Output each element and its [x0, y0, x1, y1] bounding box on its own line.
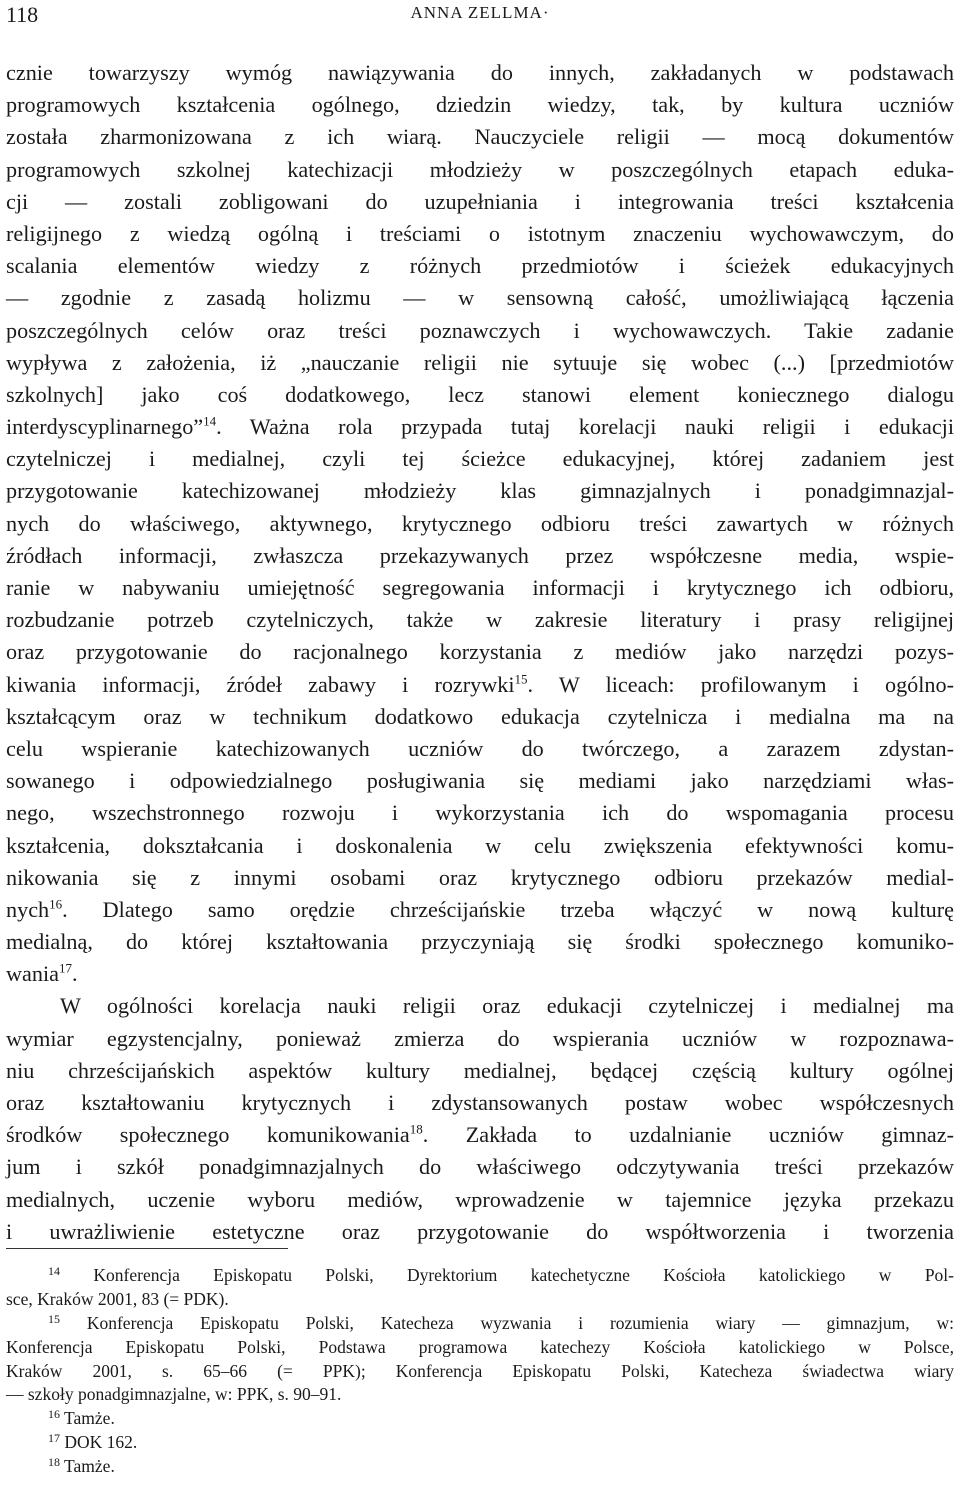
text-segment: kiwania informacji, źródeł zabawy i rozrywki [6, 671, 515, 697]
footnote-number: 17 [48, 1431, 60, 1446]
text-segment: celu wspieranie katechizowanych uczniów do twórczego, a zarazem zdystan- [6, 735, 954, 761]
footnote-line [6, 1383, 954, 1407]
text-line [6, 733, 954, 765]
text-segment: czytelniczej i medialnej, czyli tej ścieżce edukacyjnej, której zadaniem jest [6, 446, 954, 472]
text-line [6, 636, 954, 668]
text-line [6, 862, 954, 894]
text-line [6, 540, 954, 572]
text-line [6, 669, 954, 701]
text-line [6, 154, 954, 186]
text-line [6, 282, 954, 314]
text-line [6, 121, 954, 153]
text-line [6, 347, 954, 379]
text-segment: religijnego z wiedzą ogólną i treściami o istotnym znaczeniu wychowawczym, do [6, 220, 954, 246]
text-segment: oraz przygotowanie do racjonalnego korzystania z mediów jako narzędzi pozys- [6, 639, 954, 665]
text-segment: scalania elementów wiedzy z różnych przedmiotów i ścieżek edukacyjnych [6, 253, 954, 279]
text-line [6, 218, 954, 250]
footnote-text: Konferencja Episkopatu Polski, Katecheza wyzwania i rozumienia wiary — gimnazjum, w: [60, 1312, 954, 1333]
text-segment: źródłach informacji, zwłaszcza przekazywanych przez współczesne media, wspie- [6, 542, 954, 568]
footnotes [6, 1264, 954, 1479]
text-line [6, 1184, 954, 1216]
text-line [6, 379, 954, 411]
text-segment: wymiar egzystencjalny, ponieważ zmierza do wspierania uczniów w rozpoznawa- [6, 1025, 954, 1051]
text-segment: programowych szkolnej katechizacji młodzieży w poszczególnych etapach eduka- [6, 156, 954, 182]
text-line [6, 990, 954, 1022]
footnote-line [6, 1264, 954, 1288]
text-segment: została zharmonizowana z ich wiarą. Nauczyciele religii — mocą dokumentów [6, 124, 954, 150]
running-head: ANNA ZELLMA· [410, 3, 550, 22]
text-segment: sowanego i odpowiedzialnego posługiwania się mediami jako narzędziami włas- [6, 768, 954, 794]
text-segment: jum i szkół ponadgimnazjalnych do właściwego odczytywania treści przekazów [6, 1154, 954, 1180]
text-segment: oraz kształtowaniu krytycznych i zdystansowanych postaw wobec współczesnych [6, 1090, 954, 1115]
text-line [6, 572, 954, 604]
text-line [6, 1087, 954, 1119]
footnote-text: Konferencja Episkopatu Polski, Podstawa programowa katechezy Kościoła katolickiego w Polsce, [6, 1336, 954, 1357]
text-line [6, 1055, 954, 1087]
footnote-text: Tamże. [60, 1408, 115, 1429]
footnote-text: DOK 162. [60, 1432, 138, 1453]
text-line [6, 315, 954, 347]
text-line [6, 604, 954, 636]
footnote-number: 18 [48, 1455, 60, 1470]
footnote-text: Kraków 2001, s. 65–66 (= PPK); Konferencja Episkopatu Polski, Katecheza świadectwa wiary [6, 1360, 954, 1381]
footnote-text: Tamże. [60, 1456, 115, 1477]
text-line [6, 701, 954, 733]
text-segment: — zgodnie z zasadą holizmu — w sensowną całość, umożliwiającą łączenia [6, 285, 954, 311]
main-text [6, 57, 954, 1248]
text-segment: i uwrażliwienie estetyczne oraz przygotowanie do współtworzenia i tworzenia [6, 1218, 954, 1244]
text-segment: cji — zostali zobligowani do uzupełniania i integrowania treści kształcenia [6, 188, 954, 214]
text-line [6, 1023, 954, 1055]
text-segment: nych do właściwego, aktywnego, krytycznego odbioru treści zawartych w różnych [6, 510, 954, 536]
text-line [6, 797, 954, 829]
text-segment: wypływa z założenia, iż „nauczanie religii nie sytuuje się wobec (...) [przedmiotów [6, 349, 954, 375]
text-line [6, 830, 954, 862]
text-line [6, 1216, 954, 1248]
footnote-line [6, 1431, 954, 1455]
text-line [6, 926, 954, 958]
text-segment: kształcącym oraz w technikum dodatkowo edukacja czytelnicza i medialna ma na [6, 703, 954, 729]
text-line [6, 186, 954, 218]
text-line [6, 1119, 954, 1151]
text-segment: programowych kształcenia ogólnego, dziedzin wiedzy, tak, by kultura uczniów [6, 92, 954, 118]
footnote-number: 14 [48, 1264, 60, 1278]
text-segment: . Zakłada to uzdalnianie uczniów gimnaz- [422, 1122, 954, 1148]
text-segment: interdyscyplinarnego” [6, 414, 204, 440]
text-segment: cznie towarzyszy wymóg nawiązywania do innych, zakładanych w podstawach [6, 60, 954, 85]
text-line [6, 894, 954, 926]
text-segment: medialnych, uczenie wyboru mediów, wprowadzenie w tajemnice języka przekazu [6, 1186, 954, 1212]
text-line [6, 57, 954, 89]
footnote-separator [6, 1248, 288, 1249]
page-header [6, 0, 954, 28]
footnote-ref: 15 [514, 671, 528, 687]
footnote-ref: 18 [409, 1121, 423, 1137]
text-segment: . Ważna rola przypada tutaj korelacji nauki religii i edukacji [216, 414, 954, 440]
text-segment: środków społecznego komunikowania [6, 1122, 410, 1148]
text-line [6, 89, 954, 121]
text-line [6, 765, 954, 797]
text-segment: rozbudzanie potrzeb czytelniczych, także w zakresie literatury i prasy religijnej [6, 607, 954, 633]
text-line [6, 958, 954, 990]
text-segment: szkolnych] jako coś dodatkowego, lecz stanowi element koniecznego dialogu [6, 381, 954, 407]
footnote-ref: 16 [49, 896, 63, 912]
text-line [6, 475, 954, 507]
footnote-line [6, 1336, 954, 1360]
footnote-number: 16 [48, 1407, 60, 1422]
text-segment: wania [6, 961, 59, 987]
text-segment: nych [6, 896, 50, 922]
text-line [6, 508, 954, 540]
text-segment: nego, wszechstronnego rozwoju i wykorzystania ich do wspomagania procesu [6, 800, 954, 826]
text-segment: . [71, 961, 78, 987]
footnote-text: Konferencja Episkopatu Polski, Dyrektorium katechetyczne Kościoła katolickiego w Pol- [60, 1265, 954, 1285]
footnote-line [6, 1407, 954, 1431]
text-segment: poszczególnych celów oraz treści poznawczych i wychowawczych. Takie zadanie [6, 317, 954, 343]
page-number: 118 [6, 2, 39, 27]
text-segment: niu chrześcijańskich aspektów kultury medialnej, będącej częścią kultury ogólnej [6, 1057, 954, 1083]
footnote-line [6, 1288, 954, 1312]
footnote-ref: 14 [203, 413, 217, 429]
text-line [6, 250, 954, 282]
text-segment: . W liceach: profilowanym i ogólno- [527, 671, 954, 697]
text-segment: W ogólności korelacja nauki religii oraz edukacji czytelniczej i medialnej ma [60, 993, 954, 1019]
footnote-text: sce, Kraków 2001, 83 (= PDK). [6, 1288, 229, 1309]
footnote-line [6, 1360, 954, 1384]
text-line [6, 1151, 954, 1183]
text-segment: kształcenia, dokształcania i doskonalenia w celu zwiększenia efektywności komu- [6, 832, 954, 858]
footnote-number: 15 [48, 1311, 60, 1326]
text-segment: . Dlatego samo orędzie chrześcijańskie trzeba włączyć w nową kulturę [62, 896, 954, 922]
text-segment: medialną, do której kształtowania przyczyniają się środki społecznego komuniko- [6, 929, 954, 955]
text-segment: nikowania się z innymi osobami oraz krytycznego odbioru przekazów medial- [6, 864, 954, 890]
footnote-line [6, 1455, 954, 1479]
text-line [6, 411, 954, 443]
footnote-text: — szkoły ponadgimnazjalne, w: PPK, s. 90–91. [6, 1384, 342, 1405]
text-segment: przygotowanie katechizowanej młodzieży klas gimnazjalnych i ponadgimnazjal- [6, 478, 954, 504]
footnote-ref: 17 [58, 960, 72, 976]
text-segment: ranie w nabywaniu umiejętność segregowania informacji i krytycznego ich odbioru, [6, 575, 954, 600]
footnote-line [6, 1312, 954, 1336]
text-line [6, 443, 954, 475]
